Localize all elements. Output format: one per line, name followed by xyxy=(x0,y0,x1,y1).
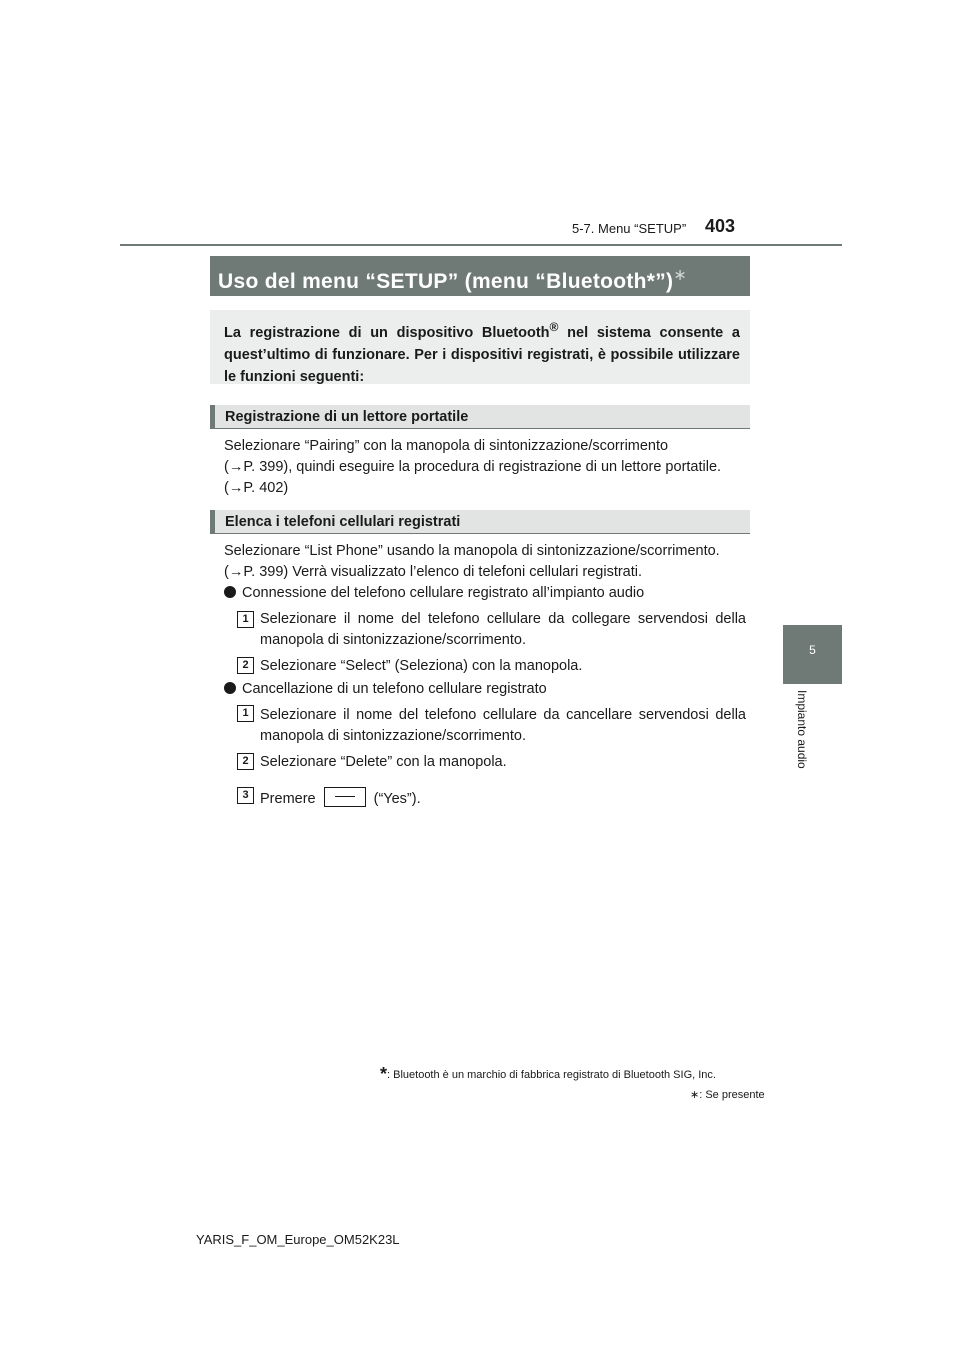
section1-line2: (→P. 399), quindi eseguire la procedura di registrazione di un lettore portatile. xyxy=(224,459,722,475)
step-text: Selezionare “Select” (Seleziona) con la manopola. xyxy=(260,658,583,674)
footnote-trademark xyxy=(380,1064,716,1085)
dash-key-icon xyxy=(324,787,366,807)
footnote-if-equipped xyxy=(690,1088,765,1101)
bullet-connect xyxy=(224,585,644,601)
title-star-mark: ∗ xyxy=(673,267,688,284)
step-text: Selezionare il nome del telefono cellulare da cancellare servendosi della manopola di sintonizzazione/scorrimento. xyxy=(260,707,746,744)
chapter-label: Impianto audio xyxy=(795,690,809,769)
yes-label: (“Yes”). xyxy=(373,791,421,807)
chapter-number: 5 xyxy=(809,643,816,657)
step-number-box: 2 xyxy=(237,657,254,674)
section1-line3: (→P. 402) xyxy=(224,480,289,496)
chapter-tab xyxy=(783,625,842,684)
section-reference: 5-7. Menu “SETUP” xyxy=(572,221,687,236)
section1-line1: Selezionare “Pairing” con la manopola di sintonizzazione/scorrimento xyxy=(224,438,669,454)
bullet-connect-text: Connessione del telefono cellulare registrato all’impianto audio xyxy=(242,585,645,601)
section2-body xyxy=(224,541,749,583)
document-id: YARIS_F_OM_Europe_OM52K23L xyxy=(196,1232,400,1247)
page-number: 403 xyxy=(705,216,736,236)
step-text: Selezionare il nome del telefono cellulare da collegare servendosi della manopola di sintonizzazione/scorrimento. xyxy=(260,611,746,648)
press-label: Premere xyxy=(260,791,316,807)
step-text: Selezionare “Delete” con la manopola. xyxy=(260,754,507,770)
step-number-box: 1 xyxy=(237,611,254,628)
bullet-delete-text: Cancellazione di un telefono cellulare registrato xyxy=(242,681,547,697)
page-title-text: Uso del menu “SETUP” (menu “Bluetooth*”) xyxy=(218,270,674,293)
page-title xyxy=(210,256,750,296)
registered-mark: ® xyxy=(549,320,559,334)
footnote-star-mark: * xyxy=(380,1064,388,1084)
step-text xyxy=(260,787,746,810)
section-heading-portable-player: Registrazione di un lettore portatile xyxy=(210,405,750,429)
footnote-trademark-text: : Bluetooth è un marchio di fabbrica registrato di Bluetooth SIG, Inc. xyxy=(387,1069,716,1081)
footnote-if-equipped-text: : Se presente xyxy=(699,1089,765,1101)
section-heading-registered-phones: Elenca i telefoni cellulari registrati xyxy=(210,510,750,534)
section1-body xyxy=(224,436,749,499)
step-number-box: 2 xyxy=(237,753,254,770)
step-number-box: 3 xyxy=(237,787,254,804)
header-rule xyxy=(120,244,842,246)
intro-text-1: La registrazione di un dispositivo Bluetooth xyxy=(224,324,550,341)
section2-line2: (→P. 399) Verrà visualizzato l’elenco di telefoni cellulari registrati. xyxy=(224,564,643,580)
intro-text-2: nel sistema consente a quest’ultimo di funzionare. Per i dispositivi registrati, è possibile utilizzare le funzioni seguenti: xyxy=(224,324,740,385)
bullet-icon xyxy=(224,586,236,598)
section2-line1: Selezionare “List Phone” usando la manopola di sintonizzazione/scorrimento. xyxy=(224,543,720,559)
step-number-box: 1 xyxy=(237,705,254,722)
intro-box xyxy=(210,310,750,384)
bullet-icon xyxy=(224,682,236,694)
bullet-delete xyxy=(224,681,547,697)
footnote-star-mark: ∗ xyxy=(690,1089,700,1101)
